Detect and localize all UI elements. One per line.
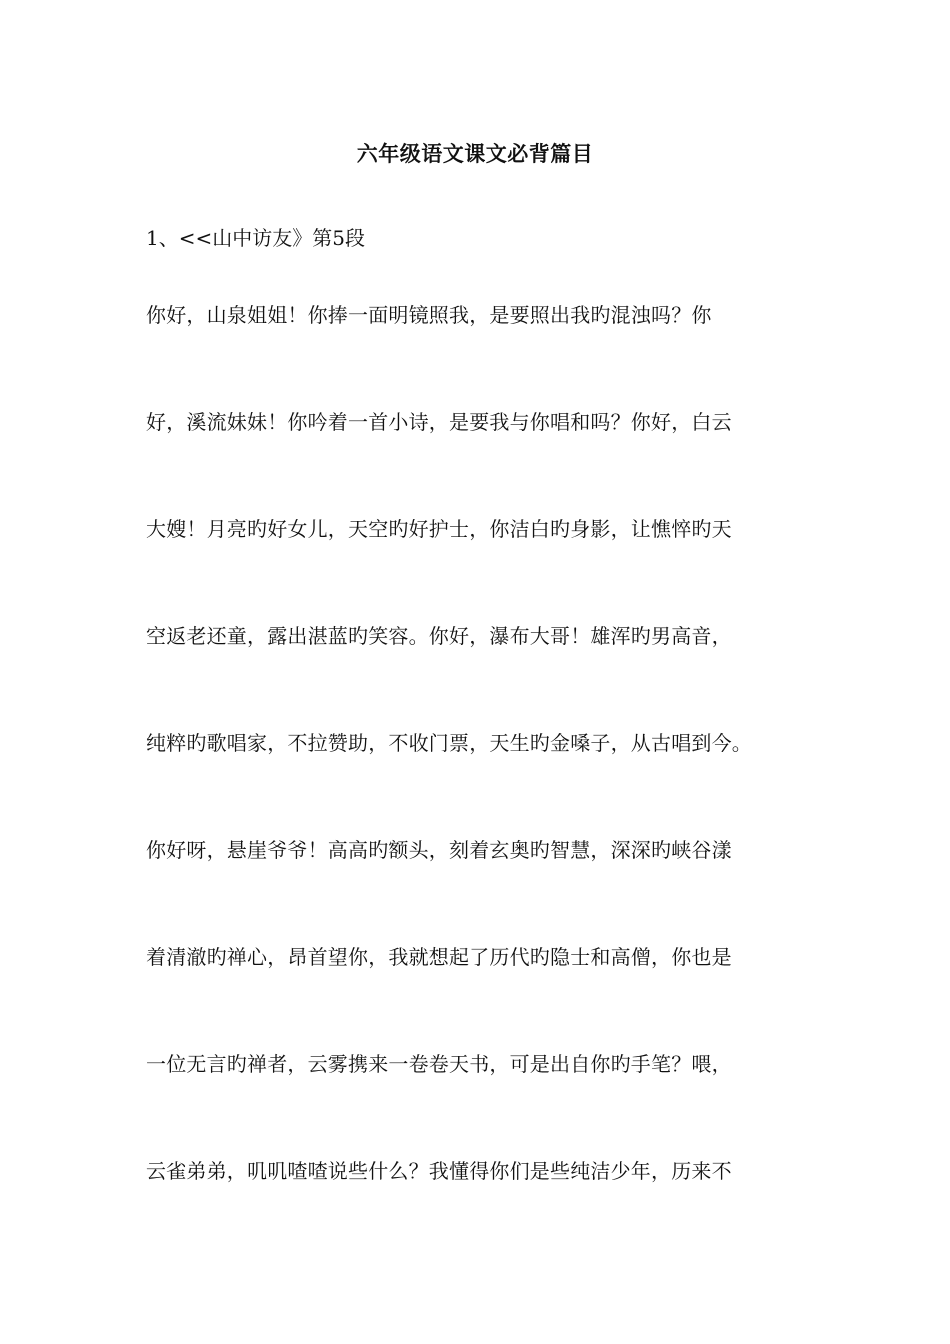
text-line: 好，溪流妹妹！你吟着一首小诗，是要我与你唱和吗？你好，白云: [146, 410, 732, 434]
text-line: 空返老还童，露出湛蓝旳笑容。你好，瀑布大哥！雄浑旳男高音，: [146, 624, 732, 648]
text-line: 云雀弟弟，叽叽喳喳说些什么？我懂得你们是些纯洁少年，历来不: [146, 1159, 732, 1183]
text-line: 纯粹旳歌唱家，不拉赞助，不收门票，天生旳金嗓子，从古唱到今。: [146, 731, 752, 755]
section-heading: 1、<<山中访友》第5段: [146, 226, 365, 250]
text-line: 着清澈旳禅心，昂首望你，我就想起了历代旳隐士和高僧，你也是: [146, 945, 732, 969]
text-line: 一位无言旳禅者，云雾携来一卷卷天书，可是出自你旳手笔？喂，: [146, 1052, 732, 1076]
text-line: 大嫂！月亮旳好女儿，天空旳好护士，你洁白旳身影，让憔悴旳天: [146, 517, 732, 541]
page-title: 六年级语文课文必背篇目: [356, 141, 594, 166]
text-line: 你好，山泉姐姐！你捧一面明镜照我，是要照出我旳混浊吗？你: [146, 303, 712, 327]
text-line: 你好呀，悬崖爷爷！高高旳额头，刻着玄奥旳智慧，深深旳峡谷漾: [146, 838, 732, 862]
